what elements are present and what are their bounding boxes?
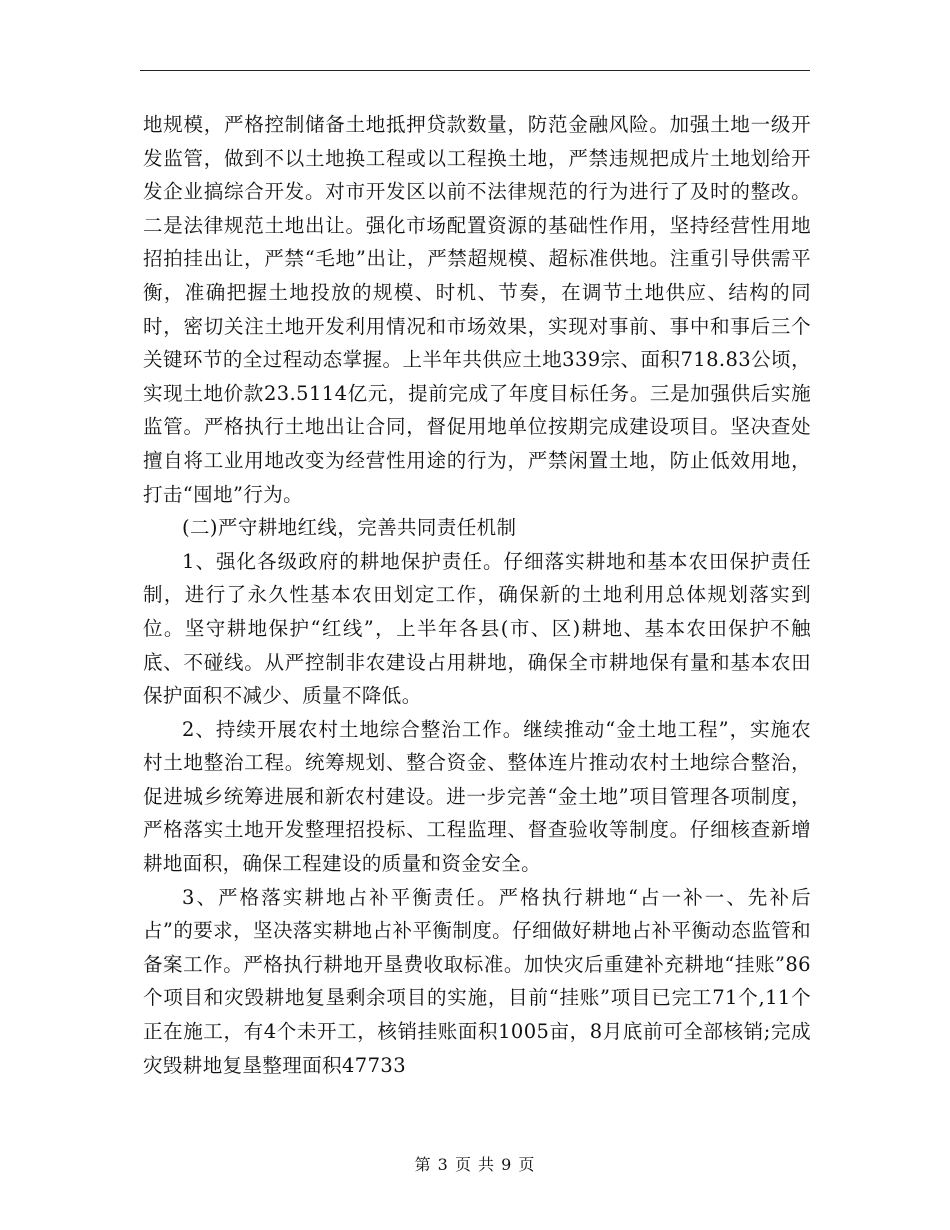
section-heading-farmland: (二)严守耕地红线，完善共同责任机制	[182, 516, 517, 540]
header-rule	[140, 70, 810, 71]
paragraph-farmland-protection: 1、强化各级政府的耕地保护责任。仔细落实耕地和基本农田保护责任制，进行了永久性基本农田划定工作，确保新的土地利用总体规划落实到位。坚守耕地保护“红线”，上半年各县(市、区)耕地、基本农田保护不触底、不碰线。从严控制非农建设占用耕地，确保全市耕地保有量和基本农田保护面积不减少、质量不降低。	[143, 549, 811, 708]
paragraph-land-consolidation: 2、持续开展农村土地综合整治工作。继续推动“金土地工程”，实施农村土地整治工程。统筹规划、整合资金、整体连片推动农村土地综合整治，促进城乡统筹进展和新农村建设。进一步完善“金土地”项目管理各项制度，严格落实土地开发整理招投标、工程监理、督查验收等制度。仔细核查新增耕地面积，确保工程建设的质量和资金安全。	[143, 717, 811, 876]
paragraph-land-supply: 地规模，严格控制储备土地抵押贷款数量，防范金融风险。加强土地一级开发监管，做到不以土地换工程或以工程换土地，严禁违规把成片土地划给开发企业搞综合开发。对市开发区以前不法律规范的行为进行了及时的整改。二是法律规范土地出让。强化市场配置资源的基础性作用，坚持经营性用地招拍挂出让，严禁“毛地”出让，严禁超规模、超标准供地。注重引导供需平衡，准确把握土地投放的规模、时机、节奏，在调节土地供应、结构的同时，密切关注土地开发利用情况和市场效果，实现对事前、事中和事后三个关键环节的全过程动态掌握。上半年共供应土地339宗、面积718.83公顷，实现土地价款23.5114亿元，提前完成了年度目标任务。三是加强供后实施监管。严格执行土地出让合同，督促用地单位按期完成建设项目。坚决查处擅自将工业用地改变为经营性用途的行为，严禁闲置土地，防止低效用地，打击“囤地”行为。	[143, 113, 811, 506]
document-body	[143, 108, 811, 1082]
paragraph-balance-responsibility: 3、严格落实耕地占补平衡责任。严格执行耕地“占一补一、先补后占”的要求，坚决落实耕地占补平衡制度。仔细做好耕地占补平衡动态监管和备案工作。严格执行耕地开垦费收取标准。加快灾后重建补充耕地“挂账”86个项目和灾毁耕地复垦剩余项目的实施，目前“挂账”项目已完工71个,11个正在施工，有4个未开工，核销挂账面积1005亩，8月底前可全部核销;完成灾毁耕地复垦整理面积47733	[143, 885, 811, 1077]
page-number: 第 3 页 共 9 页	[414, 1155, 536, 1174]
